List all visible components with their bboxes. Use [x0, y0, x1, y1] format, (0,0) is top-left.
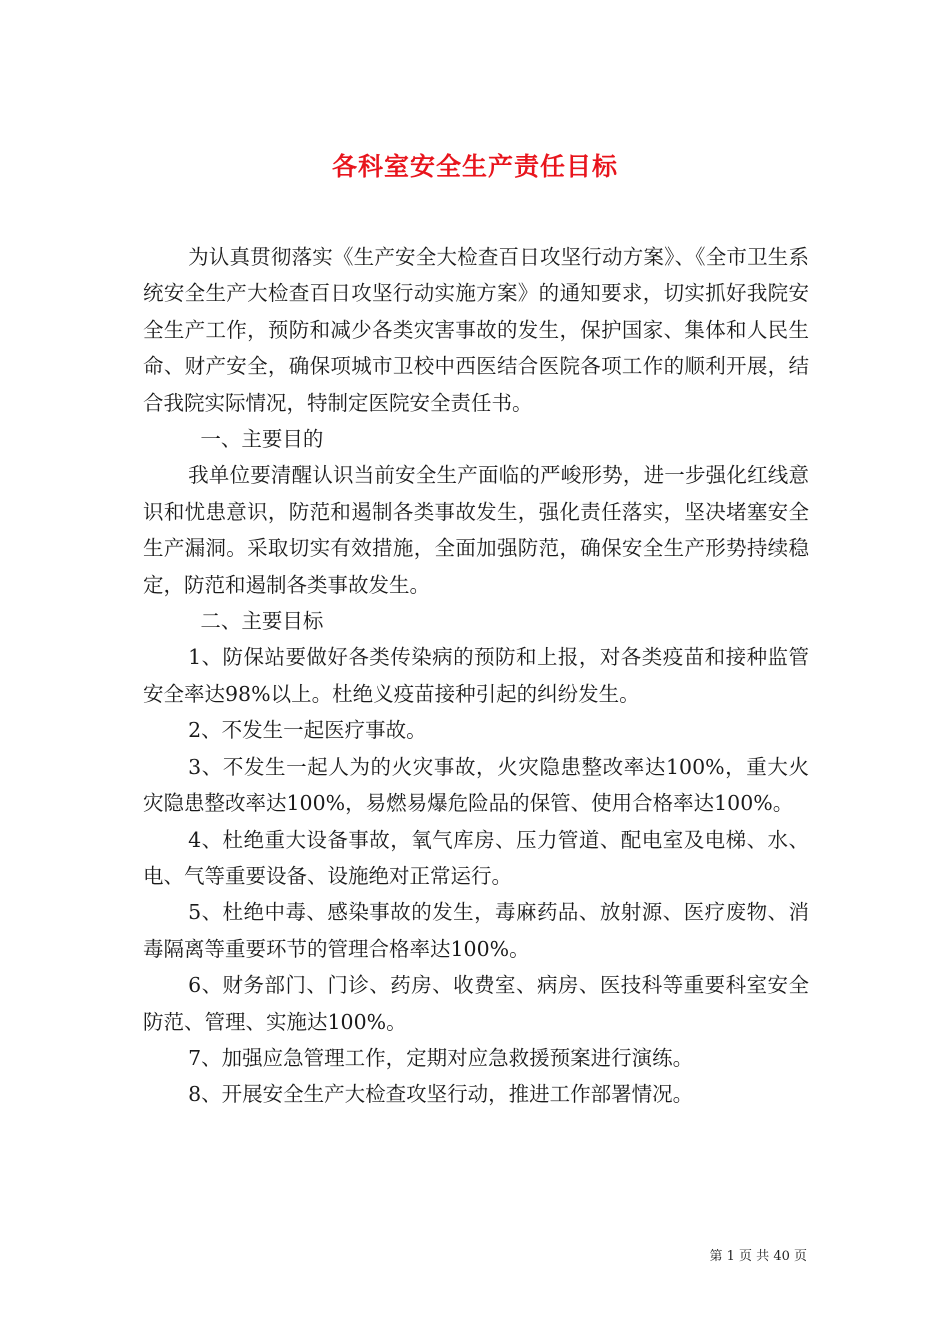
document-body: [143, 239, 809, 1113]
page-title: 各科室安全生产责任目标: [331, 151, 618, 181]
page-number: 第 1 页 共 40 页: [709, 1249, 807, 1264]
section-heading-purpose: 一、主要目的: [200, 427, 324, 452]
goal-item-2: 2、不发生一起医疗事故。: [188, 718, 427, 743]
goal-item-7: 7、加强应急管理工作，定期对应急救援预案进行演练。: [188, 1045, 694, 1070]
section-heading-goals: 二、主要目标: [200, 609, 324, 634]
goal-item-5: 5、杜绝中毒、感染事故的发生，毒麻药品、放射源、医疗废物、消毒隔离等重要环节的管理合格率达100%。: [143, 900, 809, 961]
goal-item-8: 8、开展安全生产大检查攻坚行动，推进工作部署情况。: [188, 1082, 694, 1107]
intro-paragraph: 为认真贯彻落实《生产安全大检查百日攻坚行动方案》、《全市卫生系统安全生产大检查百日攻坚行动实施方案》的通知要求，切实抓好我院安全生产工作，预防和减少各类灾害事故的发生，保护国家、集体和人民生命、财产安全，确保项城市卫校中西医结合医院各项工作的顺利开展，结合我院实际情况，特制定医院安全责任书。: [143, 245, 809, 415]
goal-item-4: 4、杜绝重大设备事故，氧气库房、压力管道、配电室及电梯、水、电、气等重要设备、设施绝对正常运行。: [143, 827, 809, 888]
goal-item-6: 6、财务部门、门诊、药房、收费室、病房、医技科等重要科室安全防范、管理、实施达100%。: [143, 973, 809, 1034]
goal-item-3: 3、不发生一起人为的火灾事故，火灾隐患整改率达100%，重大火灾隐患整改率达100%，易燃易爆危险品的保管、使用合格率达100%。: [143, 754, 809, 816]
purpose-paragraph: 我单位要清醒认识当前安全生产面临的严峻形势，进一步强化红线意识和忧患意识，防范和遏制各类事故发生，强化责任落实，坚决堵塞安全生产漏洞。采取切实有效措施，全面加强防范，确保安全生产形势持续稳定，防范和遏制各类事故发生。: [143, 463, 809, 597]
goal-item-1: 1、防保站要做好各类传染病的预防和上报，对各类疫苗和接种监管安全率达98%以上。杜绝义疫苗接种引起的纠纷发生。: [143, 645, 809, 706]
